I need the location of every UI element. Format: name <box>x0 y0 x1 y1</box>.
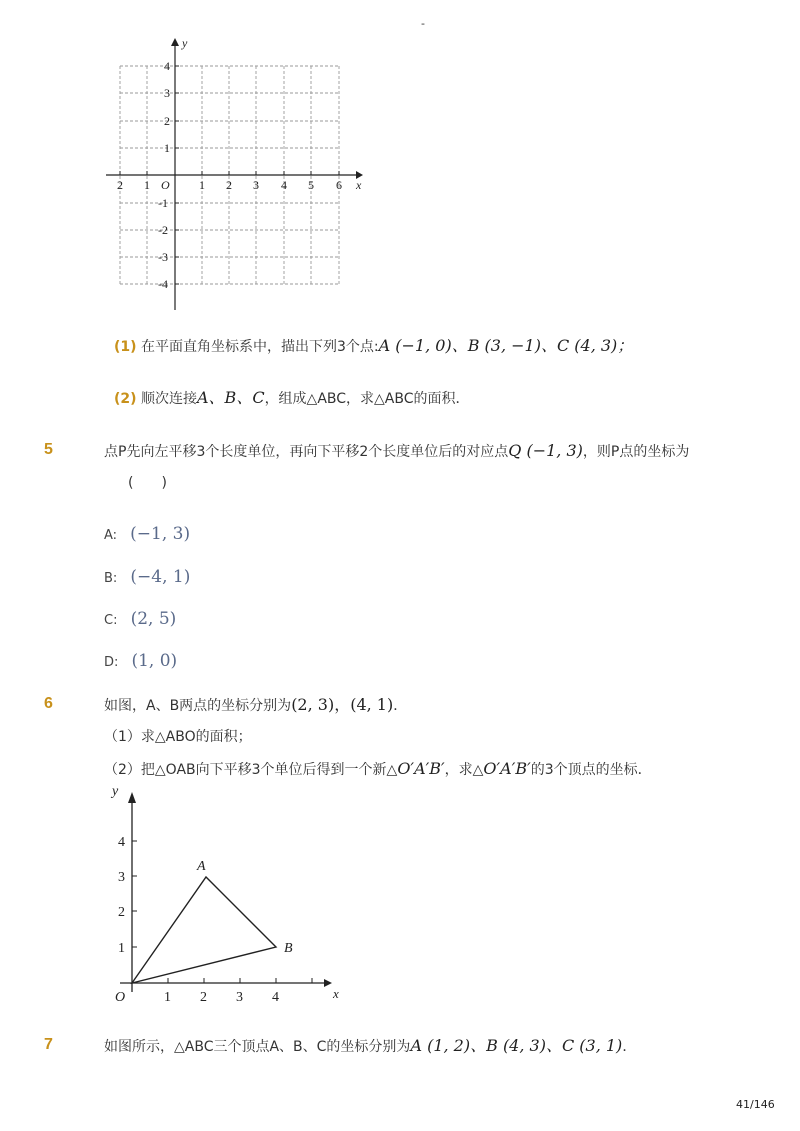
option-value: (−4, 1) <box>130 567 191 587</box>
point-a-label: A <box>197 859 206 874</box>
option-label: C: <box>104 613 118 628</box>
x-tick-label: 3 <box>236 990 243 1005</box>
q6-intro <box>104 695 407 716</box>
origin-label: O <box>161 178 170 192</box>
y-tick-label: 3 <box>118 870 125 885</box>
x-tick-label: 1 <box>164 990 171 1005</box>
q6-intro-pre: 如图，A、B两点的坐标分别为 <box>104 698 292 714</box>
q5-option-c[interactable] <box>104 609 176 629</box>
option-value: (−1, 3) <box>130 524 191 544</box>
q4-part1-text: 在平面直角坐标系中，描出下列3个点: <box>141 339 379 355</box>
y-axis-label: y <box>112 784 119 799</box>
y-tick-label: -1 <box>158 196 168 210</box>
y-tick-label: 1 <box>118 941 125 956</box>
q7-math: A (1, 2)、B (4, 3)、C (3, 1) <box>410 1036 623 1055</box>
q6-part2 <box>104 759 652 780</box>
option-label: A: <box>104 528 118 543</box>
q6-part1: （1）求△ABO的面积； <box>104 729 252 745</box>
q5-stem <box>104 441 689 462</box>
q7-text-pre: 如图所示，△ABC三个顶点A、B、C的坐标分别为 <box>104 1039 411 1055</box>
y-tick-label: -4 <box>158 277 168 291</box>
x-tick-label: 1 <box>199 178 205 192</box>
x-tick-label: 3 <box>253 178 259 192</box>
y-axis-arrow <box>128 792 136 803</box>
coordinate-grid-graph <box>100 32 370 314</box>
q5-math: Q (−1, 3) <box>508 441 583 460</box>
option-label: B: <box>104 571 118 586</box>
x-tick-label: 1 <box>144 178 150 192</box>
q4-part1 <box>114 336 633 357</box>
q7-text-post: ． <box>622 1039 637 1055</box>
triangle-abo-graph <box>100 780 360 1010</box>
question-number-5: 5 <box>44 441 53 458</box>
q4-part1-math: A (−1, 0)、B (3, −1)、C (4, 3)； <box>378 336 634 355</box>
y-tick-label: 1 <box>164 141 170 155</box>
x-tick-label: 4 <box>281 178 287 192</box>
x-tick-label: 5 <box>308 178 314 192</box>
x-tick-label: 2 <box>200 990 207 1005</box>
q4-part1-label: (1) <box>114 339 137 355</box>
q6-part2-post: 的3个顶点的坐标． <box>530 762 652 778</box>
q4-part2-label: (2) <box>114 391 137 407</box>
triangle-abo <box>132 877 276 983</box>
q6-part2-math2: O′A′B′ <box>483 759 531 778</box>
y-axis-label: y <box>182 36 188 50</box>
q6-part2-math1: O′A′B′ <box>397 759 445 778</box>
q5-option-d[interactable] <box>104 651 177 671</box>
q4-part2-post: ，组成△ABC，求△ABC的面积． <box>264 391 470 407</box>
q4-part2 <box>114 388 470 409</box>
x-axis-label: x <box>333 986 339 1001</box>
question-number-7: 7 <box>44 1036 53 1053</box>
q4-part2-math: A、B、C <box>197 388 265 407</box>
q5-text-pre: 点P先向左平移3个长度单位，再向下平移2个长度单位后的对应点 <box>104 444 509 460</box>
q5-answer-blank: ( ) <box>128 475 167 491</box>
option-value: (1, 0) <box>131 651 178 671</box>
y-tick-label: 4 <box>118 835 125 850</box>
q6-intro-math: (2, 3)，(4, 1) <box>291 695 394 714</box>
q6-part2-mid: ，求△ <box>444 762 484 778</box>
q5-option-b[interactable] <box>104 567 190 587</box>
q4-part2-pre: 顺次连接 <box>141 391 197 407</box>
page-number: 41/146 <box>736 1098 775 1111</box>
y-tick-label: -3 <box>158 250 168 264</box>
y-tick-label: 2 <box>118 905 125 920</box>
x-tick-label: 6 <box>336 178 342 192</box>
origin-label: O <box>115 990 126 1005</box>
q6-part2-pre: （2）把△OAB向下平移3个单位后得到一个新△ <box>104 762 398 778</box>
q5-text-post: ，则P点的坐标为 <box>582 444 690 460</box>
q6-intro-post: ． <box>393 698 408 714</box>
y-tick-label: 4 <box>164 59 170 73</box>
question-number-6: 6 <box>44 695 53 712</box>
x-tick-label: 4 <box>272 990 279 1005</box>
x-tick-label: 2 <box>226 178 232 192</box>
y-axis-arrow <box>171 38 179 46</box>
q5-option-a[interactable] <box>104 524 190 544</box>
y-tick-label: 2 <box>164 114 170 128</box>
q7-stem <box>104 1036 636 1057</box>
header-mark: - <box>421 17 425 30</box>
option-label: D: <box>104 655 119 670</box>
y-tick-label: 3 <box>164 86 170 100</box>
x-tick-label: 2 <box>117 178 123 192</box>
x-axis-arrow <box>324 979 332 987</box>
point-b-label: B <box>284 941 293 956</box>
x-axis-label: x <box>356 178 362 192</box>
y-tick-label: -2 <box>158 223 168 237</box>
option-value: (2, 5) <box>130 609 177 629</box>
